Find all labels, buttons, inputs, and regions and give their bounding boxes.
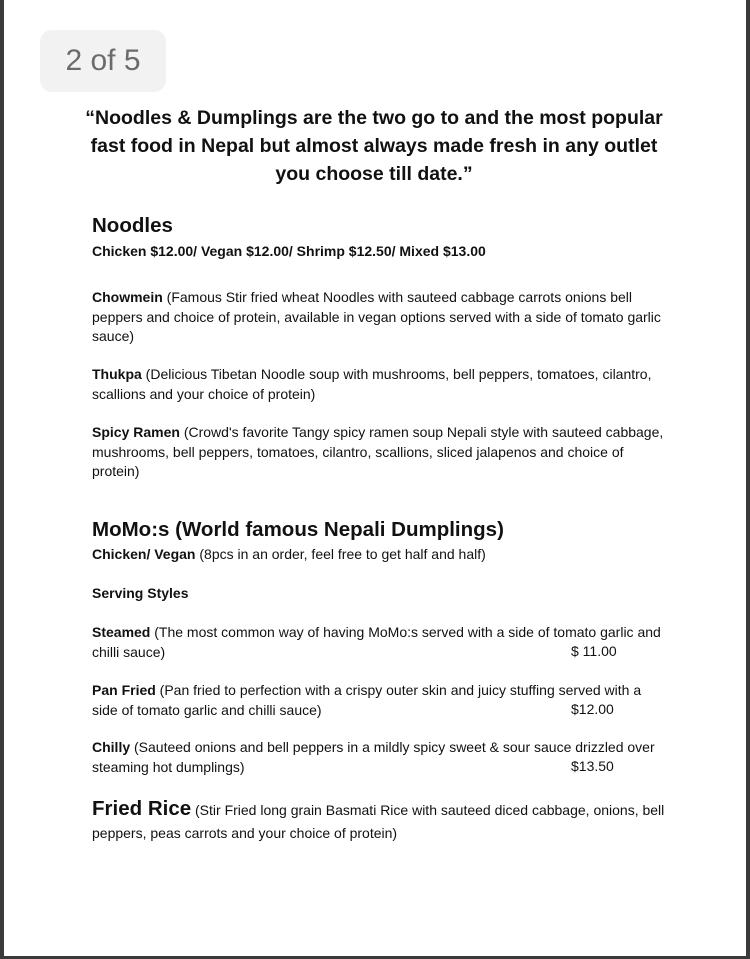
intro-quote: “Noodles & Dumplings are the two go to and the most popular fast food in Nepal but almost always made fresh in any outlet you choose till date.” xyxy=(85,107,663,185)
price-steamed: $ 11.00 xyxy=(571,643,617,659)
price-chilly: $13.50 xyxy=(571,758,614,774)
noodles-heading: Noodles xyxy=(92,214,173,237)
menu-item-spicy-ramen xyxy=(92,423,667,482)
item-name: Chowmein xyxy=(92,289,163,305)
menu-item-fried-rice xyxy=(92,797,667,845)
item-name: Thukpa xyxy=(92,366,142,382)
price-pan-fried: $12.00 xyxy=(571,701,614,717)
momos-options-label: Chicken/ Vegan xyxy=(92,546,196,562)
item-name: Steamed xyxy=(92,624,151,640)
item-description: (The most common way of having MoMo:s served with a side of tomato garlic and chilli sauce) xyxy=(92,624,661,660)
item-description: (Famous Stir fried wheat Noodles with sauteed cabbage carrots onions bell peppers and choice of protein, available in vegan options served with a side of tomato garlic sauce) xyxy=(92,289,661,344)
noodles-prices: Chicken $12.00/ Vegan $12.00/ Shrimp $12.50/ Mixed $13.00 xyxy=(92,243,486,259)
menu-page xyxy=(4,0,746,956)
fried-rice-heading: Fried Rice xyxy=(92,797,192,820)
item-description: (Sauteed onions and bell peppers in a mildly spicy sweet & sour sauce drizzled over steaming hot dumplings) xyxy=(92,739,655,775)
momos-heading: MoMo:s (World famous Nepali Dumplings) xyxy=(92,518,504,541)
item-description: (Crowd's favorite Tangy spicy ramen soup Nepali style with sauteed cabbage, mushrooms, bell peppers, tomatoes, cilantro, scallions, sliced jalapenos and choice of protein) xyxy=(92,424,664,479)
momos-options xyxy=(92,545,667,565)
item-name: Pan Fried xyxy=(92,682,156,698)
item-description: (Delicious Tibetan Noodle soup with mushrooms, bell peppers, tomatoes, cilantro, scallions and your choice of protein) xyxy=(92,366,652,402)
momos-options-note: (8pcs in an order, feel free to get half and half) xyxy=(195,546,486,562)
item-description: (Pan fried to perfection with a crispy outer skin and juicy stuffing served with a side of tomato garlic and chilli sauce) xyxy=(92,682,642,718)
page-counter: 2 of 5 xyxy=(40,30,166,92)
serving-styles-heading: Serving Styles xyxy=(92,585,189,601)
menu-item-chowmein xyxy=(92,288,667,347)
menu-item-thukpa xyxy=(92,365,667,404)
item-description: (Stir Fried long grain Basmati Rice with sauteed diced cabbage, onions, bell peppers, peas carrots and your choice of protein) xyxy=(92,802,665,841)
item-name: Chilly xyxy=(92,739,131,755)
item-name: Spicy Ramen xyxy=(92,424,180,440)
